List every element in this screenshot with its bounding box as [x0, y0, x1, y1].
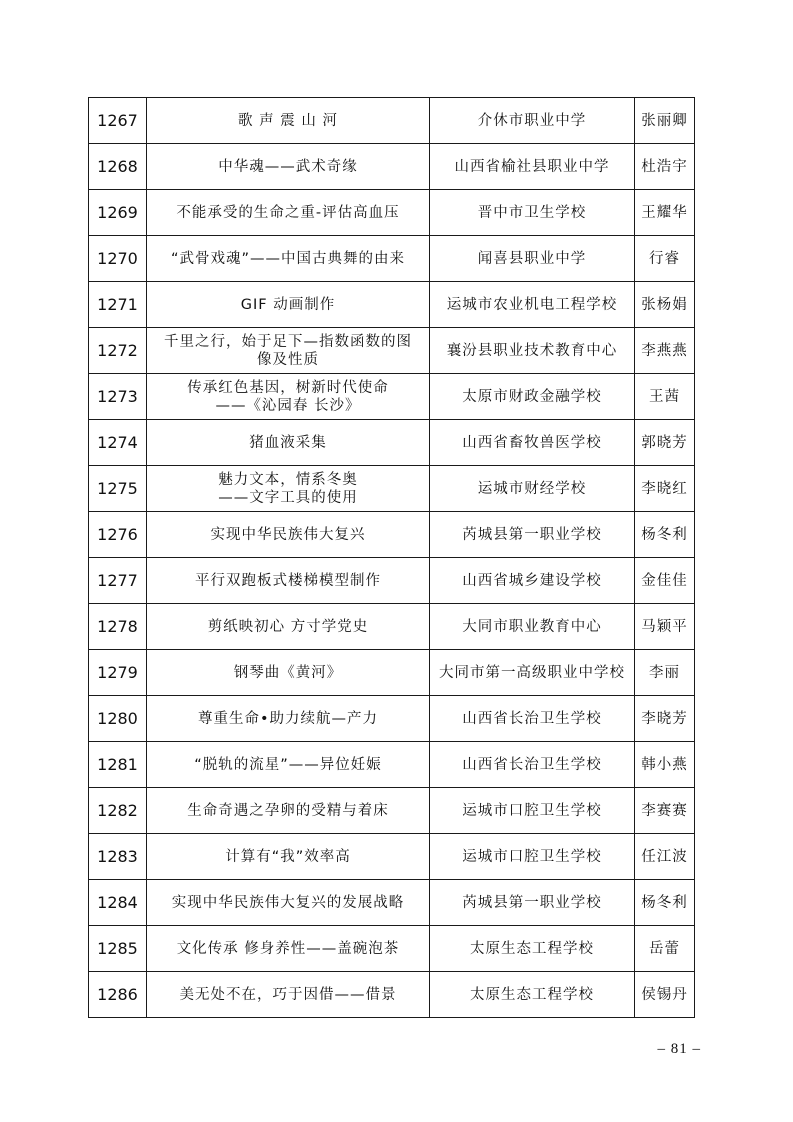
work-title-line: 实现中华民族伟大复兴的发展战略 [171, 894, 405, 911]
teacher-name: 李赛赛 [635, 788, 695, 834]
work-title-line: 猪血液采集 [249, 434, 327, 451]
table-body [89, 98, 695, 1018]
work-title [147, 190, 430, 236]
table-row [89, 788, 695, 834]
table-row [89, 926, 695, 972]
school-name: 山西省榆社县职业中学 [430, 144, 635, 190]
school-name: 山西省畜牧兽医学校 [430, 420, 635, 466]
work-title [147, 880, 430, 926]
table-row [89, 650, 695, 696]
work-title-line: 中华魂——武术奇缘 [218, 158, 358, 175]
work-title [147, 328, 430, 374]
work-title [147, 604, 430, 650]
work-title [147, 972, 430, 1018]
entry-number: 1282 [89, 788, 147, 834]
work-title [147, 144, 430, 190]
entry-number: 1279 [89, 650, 147, 696]
table-row [89, 696, 695, 742]
entry-number: 1281 [89, 742, 147, 788]
work-title [147, 374, 430, 420]
school-name: 运城市财经学校 [430, 466, 635, 512]
table-row [89, 558, 695, 604]
work-title-line: 千里之行，始于足下—指数函数的图 [164, 333, 412, 350]
entry-number: 1286 [89, 972, 147, 1018]
school-name: 闻喜县职业中学 [430, 236, 635, 282]
work-title [147, 236, 430, 282]
entry-number: 1283 [89, 834, 147, 880]
school-name: 运城市口腔卫生学校 [430, 834, 635, 880]
school-name: 介休市职业中学 [430, 98, 635, 144]
work-title [147, 512, 430, 558]
work-title-line: 像及性质 [257, 351, 319, 368]
work-title-line: GIF 动画制作 [240, 296, 336, 313]
school-name: 太原市财政金融学校 [430, 374, 635, 420]
work-title [147, 696, 430, 742]
entry-number: 1272 [89, 328, 147, 374]
work-title [147, 834, 430, 880]
teacher-name: 马颖平 [635, 604, 695, 650]
table-row [89, 972, 695, 1018]
entry-number: 1278 [89, 604, 147, 650]
teacher-name: 金佳佳 [635, 558, 695, 604]
table-row [89, 236, 695, 282]
teacher-name: 李燕燕 [635, 328, 695, 374]
school-name: 太原生态工程学校 [430, 926, 635, 972]
school-name: 山西省城乡建设学校 [430, 558, 635, 604]
page-number: – 81 – [657, 1041, 701, 1057]
teacher-name: 韩小燕 [635, 742, 695, 788]
school-name: 山西省长治卫生学校 [430, 742, 635, 788]
table-row [89, 512, 695, 558]
entry-number: 1270 [89, 236, 147, 282]
school-name: 大同市第一高级职业中学校 [430, 650, 635, 696]
table-row [89, 190, 695, 236]
work-title [147, 788, 430, 834]
school-name: 芮城县第一职业学校 [430, 512, 635, 558]
teacher-name: 岳蕾 [635, 926, 695, 972]
teacher-name: 李晓红 [635, 466, 695, 512]
table-row [89, 328, 695, 374]
school-name: 晋中市卫生学校 [430, 190, 635, 236]
table-row [89, 282, 695, 328]
entry-number: 1268 [89, 144, 147, 190]
work-title-line: 剪纸映初心 方寸学党史 [207, 618, 369, 635]
entry-number: 1280 [89, 696, 147, 742]
entry-number: 1284 [89, 880, 147, 926]
school-name: 运城市农业机电工程学校 [430, 282, 635, 328]
entry-number: 1271 [89, 282, 147, 328]
work-title-line: 不能承受的生命之重-评估高血压 [176, 204, 400, 221]
teacher-name: 张丽卿 [635, 98, 695, 144]
entry-number: 1285 [89, 926, 147, 972]
award-list-table [88, 97, 695, 1018]
teacher-name: 杜浩宇 [635, 144, 695, 190]
work-title-line: 生命奇遇之孕卵的受精与着床 [187, 802, 389, 819]
table-row [89, 466, 695, 512]
work-title-line: “脱轨的流星”——异位妊娠 [194, 756, 382, 773]
school-name: 太原生态工程学校 [430, 972, 635, 1018]
entry-number: 1267 [89, 98, 147, 144]
teacher-name: 李晓芳 [635, 696, 695, 742]
table-row [89, 144, 695, 190]
work-title [147, 558, 430, 604]
work-title-line: 歌 声 震 山 河 [238, 112, 338, 129]
work-title [147, 742, 430, 788]
teacher-name: 李丽 [635, 650, 695, 696]
entry-number: 1269 [89, 190, 147, 236]
teacher-name: 行睿 [635, 236, 695, 282]
teacher-name: 杨冬利 [635, 512, 695, 558]
table-row [89, 420, 695, 466]
entry-number: 1277 [89, 558, 147, 604]
work-title [147, 650, 430, 696]
entry-number: 1275 [89, 466, 147, 512]
school-name: 山西省长治卫生学校 [430, 696, 635, 742]
school-name: 大同市职业教育中心 [430, 604, 635, 650]
teacher-name: 王茜 [635, 374, 695, 420]
table-row [89, 374, 695, 420]
table-row [89, 604, 695, 650]
work-title [147, 466, 430, 512]
work-title-line: 尊重生命•助力续航—产力 [197, 710, 379, 727]
work-title [147, 420, 430, 466]
work-title-line: 实现中华民族伟大复兴 [210, 526, 366, 543]
entry-number: 1276 [89, 512, 147, 558]
teacher-name: 侯锡丹 [635, 972, 695, 1018]
work-title-line: ——《沁园春 长沙》 [215, 397, 361, 414]
teacher-name: 郭晓芳 [635, 420, 695, 466]
work-title-line: ——文字工具的使用 [218, 489, 358, 506]
teacher-name: 杨冬利 [635, 880, 695, 926]
table-row [89, 880, 695, 926]
work-title-line: 钢琴曲《黄河》 [233, 664, 343, 681]
work-title-line: 计算有“我”效率高 [225, 848, 351, 865]
work-title-line: 美无处不在，巧于因借——借景 [179, 986, 397, 1003]
school-name: 芮城县第一职业学校 [430, 880, 635, 926]
work-title-line: 平行双跑板式楼梯模型制作 [195, 572, 381, 589]
teacher-name: 任江波 [635, 834, 695, 880]
entry-number: 1274 [89, 420, 147, 466]
work-title [147, 926, 430, 972]
work-title-line: 传承红色基因，树新时代使命 [187, 379, 389, 396]
table-row [89, 742, 695, 788]
table-row [89, 834, 695, 880]
table-row [89, 98, 695, 144]
work-title [147, 282, 430, 328]
work-title [147, 98, 430, 144]
school-name: 运城市口腔卫生学校 [430, 788, 635, 834]
work-title-line: “武骨戏魂”——中国古典舞的由来 [170, 250, 406, 267]
work-title-line: 文化传承 修身养性——盖碗泡茶 [176, 940, 400, 957]
entry-number: 1273 [89, 374, 147, 420]
work-title-line: 魅力文本，情系冬奥 [218, 471, 358, 488]
teacher-name: 王耀华 [635, 190, 695, 236]
school-name: 襄汾县职业技术教育中心 [430, 328, 635, 374]
teacher-name: 张杨娟 [635, 282, 695, 328]
